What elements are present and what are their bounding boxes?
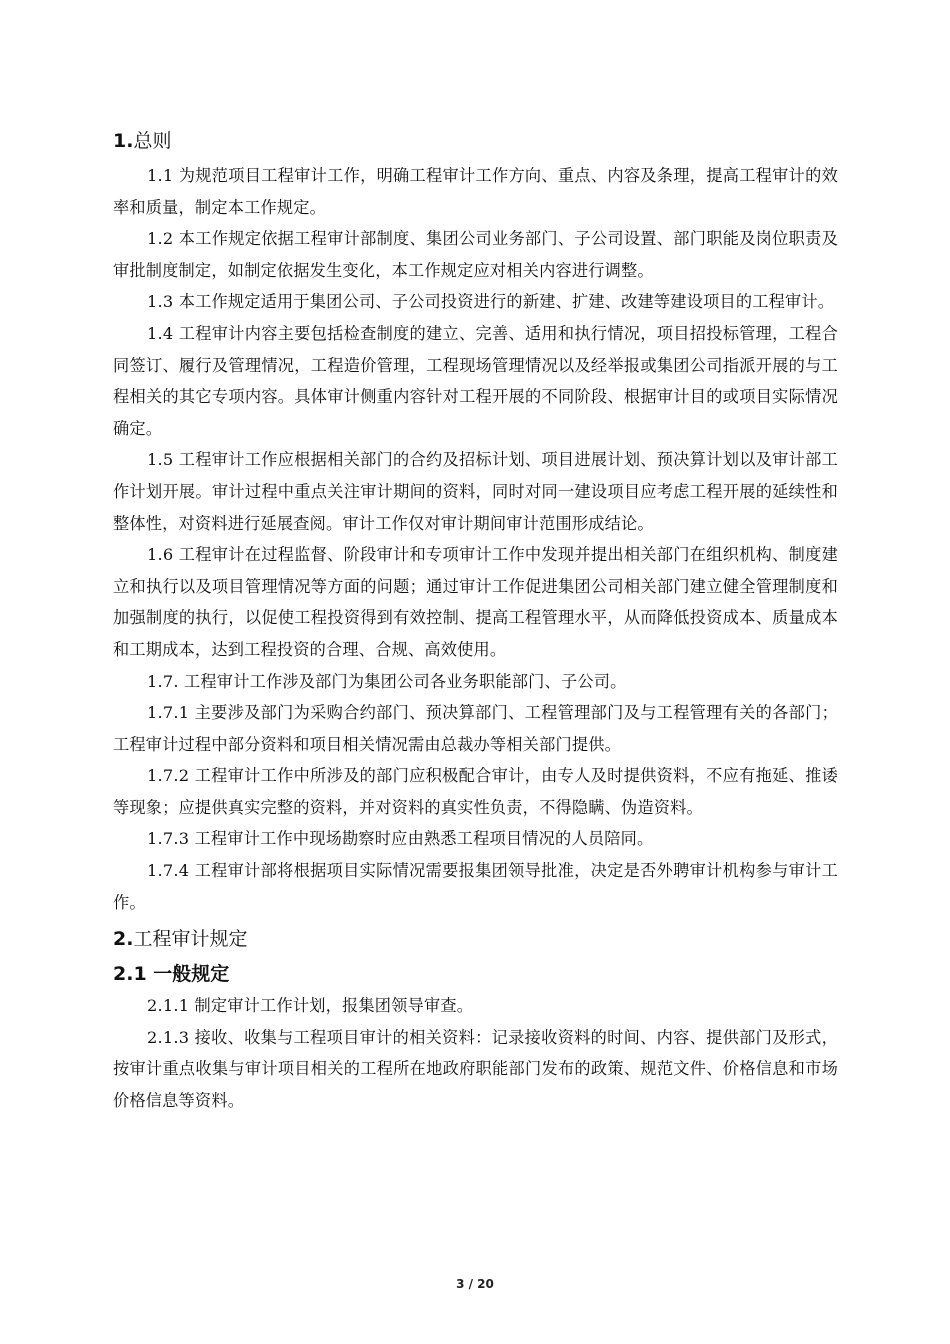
paragraph-1-7-1: 1.7.1 主要涉及部门为采购合约部门、预决算部门、工程管理部门及与工程管理有关的各部门；工程审计过程中部分资料和项目相关情况需由总裁办等相关部门提供。 [113, 703, 838, 754]
section-2-heading [113, 922, 838, 956]
paragraph-1-7-4: 1.7.4 工程审计部将根据项目实际情况需要报集团领导批准，决定是否外聘审计机构参与审计工作。 [113, 861, 838, 912]
paragraph-1-7: 1.7. 工程审计工作涉及部门为集团公司各业务职能部门、子公司。 [147, 671, 627, 691]
paragraph-1-4: 1.4 工程审计内容主要包括检查制度的建立、完善、适用和执行情况，项目招投标管理，工程合同签订、履行及管理情况，工程造价管理，工程现场管理情况以及经举报或集团公司指派开展的与工程相关的其它专项内容。具体审计侧重内容针对工程开展的不同阶段、根据审计目的或项目实际情况确定。 [113, 323, 838, 438]
section-2-1-heading: 2.1 一般规定 [113, 963, 230, 986]
paragraph-1-6: 1.6 工程审计在过程监督、阶段审计和专项审计工作中发现并提出相关部门在组织机构、制度建立和执行以及项目管理情况等方面的问题；通过审计工作促进集团公司相关部门建立健全管理制度和加强制度的执行，以促使工程投资得到有效控制、提高工程管理水平，从而降低投资成本、质量成本和工期成本，达到工程投资的合理、合规、高效使用。 [113, 545, 838, 659]
paragraph-1-3: 1.3 本工作规定适用于集团公司、子公司投资进行的新建、扩建、改建等建设项目的工程审计。 [147, 292, 835, 312]
paragraph-1-5: 1.5 工程审计工作应根据相关部门的合约及招标计划、项目进展计划、预决算计划以及审计部工作计划开展。审计过程中重点关注审计期间的资料，同时对同一建设项目应考虑工程开展的延续性和整体性，对资料进行延展查阅。审计工作仅对审计期间审计范围形成结论。 [113, 450, 838, 533]
paragraph-1-1: 1.1 为规范项目工程审计工作，明确工程审计工作方向、重点、内容及条理，提高工程审计的效率和质量，制定本工作规定。 [113, 166, 838, 217]
section-1-number: 1. [113, 130, 134, 152]
paragraph-2-1-3: 2.1.3 接收、收集与工程项目审计的相关资料：记录接收资料的时间、内容、提供部门及形式，按审计重点收集与审计项目相关的工程所在地政府职能部门发布的政策、规范文件、价格信息和市场价格信息等资料。 [113, 1027, 838, 1111]
paragraph-1-7-3: 1.7.3 工程审计工作中现场勘察时应由熟悉工程项目情况的人员陪同。 [147, 829, 654, 849]
section-1-title: 总则 [133, 130, 172, 152]
section-2-number: 2. [113, 928, 134, 951]
document-body [113, 124, 838, 1117]
paragraph-1-7-2: 1.7.2 工程审计工作中所涉及的部门应积极配合审计，由专人及时提供资料，不应有拖延、推诿等现象；应提供真实完整的资料，并对资料的真实性负责，不得隐瞒、伪造资料。 [113, 766, 838, 817]
section-1-heading [113, 124, 838, 158]
section-2-title: 工程审计规定 [133, 928, 248, 951]
page-number: 3 / 20 [456, 1277, 494, 1291]
paragraph-1-2: 1.2 本工作规定依据工程审计部制度、集团公司业务部门、子公司设置、部门职能及岗位职责及审批制度制定，如制定依据发生变化，本工作规定应对相关内容进行调整。 [113, 229, 838, 280]
paragraph-2-1-1: 2.1.1 制定审计工作计划，报集团领导审查。 [147, 996, 474, 1016]
